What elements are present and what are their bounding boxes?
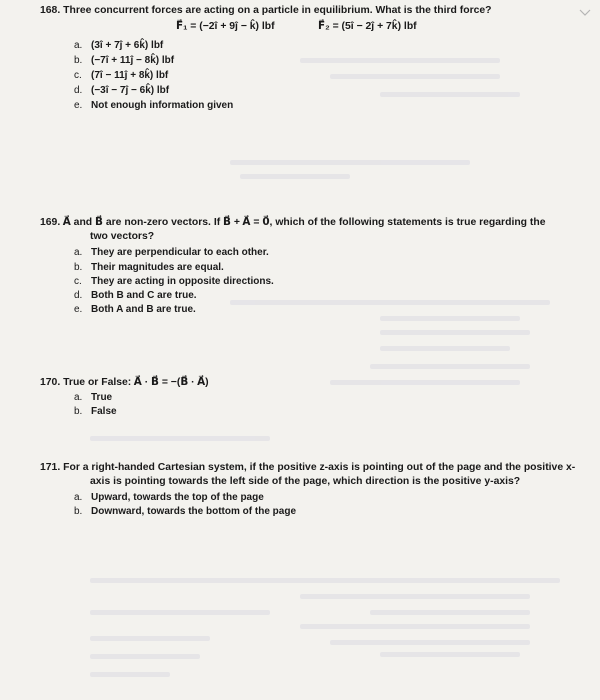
option-text: They are acting in opposite directions. bbox=[91, 276, 274, 287]
option-letter: e. bbox=[74, 100, 83, 111]
question-170-stem bbox=[40, 376, 209, 389]
option-text: (7î − 11ĵ + 8k̂) lbf bbox=[91, 70, 169, 81]
question-text: For a right-handed Cartesian system, if the positive z-axis is pointing out of the page and the positive x- bbox=[63, 462, 576, 473]
option-letter: c. bbox=[74, 276, 82, 287]
question-text: Three concurrent forces are acting on a particle in equilibrium. What is the third force? bbox=[63, 5, 492, 16]
option-letter: d. bbox=[74, 290, 83, 301]
option-letter: a. bbox=[74, 392, 83, 403]
option-c bbox=[74, 69, 168, 82]
question-text: A⃗ and B⃗ are non-zero vectors. If B⃗ + A⃗ = 0⃗, which of the following statements is true regarding the bbox=[62, 217, 546, 228]
option-c bbox=[74, 275, 274, 288]
option-letter: e. bbox=[74, 304, 83, 315]
question-text: True or False: A⃗ · B⃗ = −(B⃗ · A⃗) bbox=[63, 377, 209, 388]
option-text: Both A and B are true. bbox=[91, 304, 196, 315]
option-d bbox=[74, 289, 197, 302]
question-number: 171. bbox=[40, 462, 61, 473]
option-letter: b. bbox=[74, 506, 83, 517]
option-text: Upward, towards the top of the page bbox=[91, 492, 264, 503]
option-letter: a. bbox=[74, 247, 83, 258]
option-e bbox=[74, 99, 233, 112]
option-letter: d. bbox=[74, 85, 83, 96]
option-a bbox=[74, 491, 264, 504]
option-a bbox=[74, 391, 112, 404]
question-169-stem bbox=[40, 216, 546, 229]
option-b bbox=[74, 505, 296, 518]
option-letter: b. bbox=[74, 262, 83, 273]
option-e bbox=[74, 303, 196, 316]
question-171-stem-cont: axis is pointing towards the left side of the page, which direction is the positive y-axis? bbox=[90, 476, 521, 487]
question-number: 169. bbox=[40, 217, 61, 228]
question-169-stem-cont: two vectors? bbox=[90, 231, 155, 242]
option-text: True bbox=[91, 392, 113, 403]
option-b bbox=[74, 405, 117, 418]
question-number: 170. bbox=[40, 377, 61, 388]
option-letter: a. bbox=[74, 40, 83, 51]
option-b bbox=[74, 54, 174, 67]
question-number: 168. bbox=[40, 5, 61, 16]
force-f1: F⃗₁ = (−2î + 9ĵ − k̂) lbf bbox=[176, 21, 275, 32]
option-letter: a. bbox=[74, 492, 83, 503]
option-text: Not enough information given bbox=[91, 100, 234, 111]
option-d bbox=[74, 84, 169, 97]
option-text: (3î + 7ĵ + 6k̂) lbf bbox=[91, 40, 164, 51]
option-a bbox=[74, 39, 163, 52]
option-letter: c. bbox=[74, 70, 82, 81]
option-a bbox=[74, 246, 269, 259]
option-b bbox=[74, 261, 224, 274]
option-text: (−7î + 11ĵ − 8k̂) lbf bbox=[91, 55, 175, 66]
option-letter: b. bbox=[74, 406, 83, 417]
chevron-corner-icon bbox=[578, 6, 592, 20]
option-letter: b. bbox=[74, 55, 83, 66]
option-text: (−3î − 7ĵ − 6k̂) lbf bbox=[91, 85, 170, 96]
option-text: Both B and C are true. bbox=[91, 290, 197, 301]
option-text: False bbox=[91, 406, 117, 417]
question-168-stem bbox=[40, 4, 492, 17]
force-f2: F⃗₂ = (5î − 2ĵ + 7k̂) lbf bbox=[318, 21, 417, 32]
question-171-stem bbox=[40, 461, 575, 474]
option-text: Downward, towards the bottom of the page bbox=[91, 506, 296, 517]
option-text: Their magnitudes are equal. bbox=[91, 262, 224, 273]
option-text: They are perpendicular to each other. bbox=[91, 247, 269, 258]
